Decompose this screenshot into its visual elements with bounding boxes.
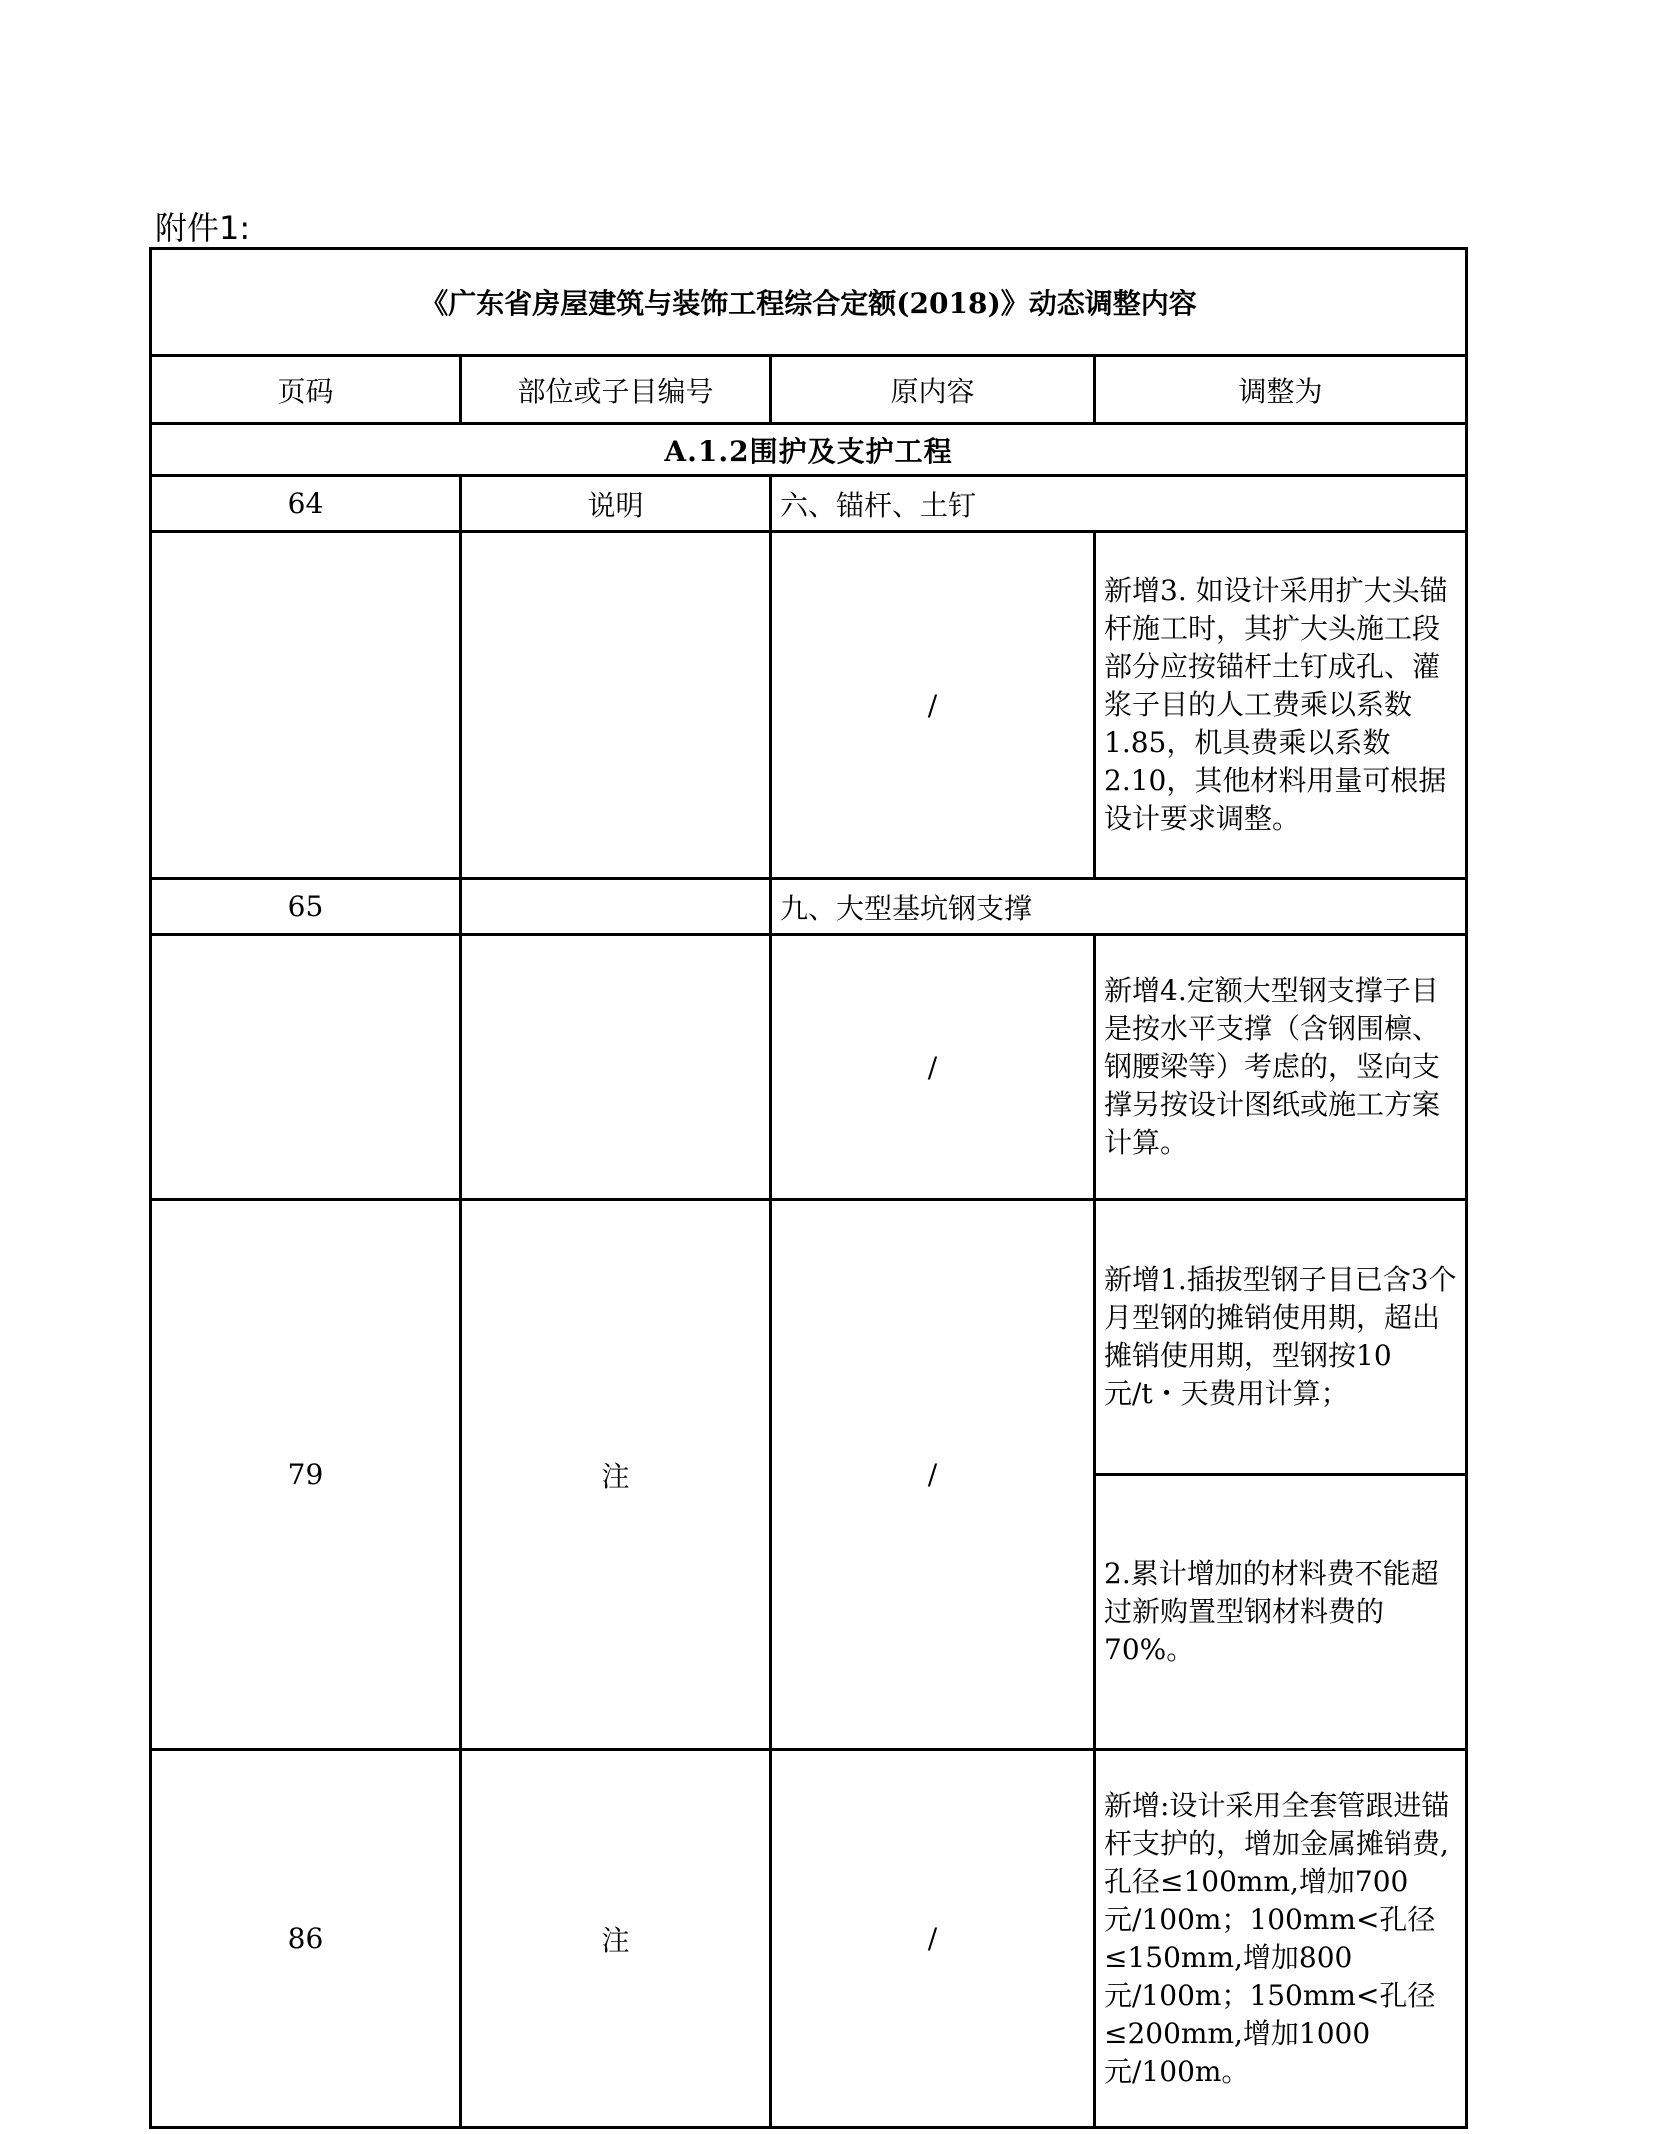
original-cell: / [771,532,1095,879]
section-heading: A.1.2围护及支护工程 [151,424,1467,476]
header-item: 部位或子目编号 [461,356,771,424]
adjusted-cell: 新增3. 如设计采用扩大头锚杆施工时，其扩大头施工段部分应按锚杆土钉成孔、灌浆子目的人工费乘以系数1.85，机具费乘以系数2.10，其他材料用量可根据设计要求调整。 [1095,532,1467,879]
adjustment-table [149,247,1468,2129]
header-row [151,356,1467,424]
page-cell: 86 [151,1750,461,2128]
header-adjusted: 调整为 [1095,356,1467,424]
page-cell: 65 [151,879,461,935]
original-cell: / [771,1200,1095,1750]
adjusted-cell: 新增4.定额大型钢支撑子目是按水平支撑（含钢围檩、钢腰梁等）考虑的，竖向支撑另按设计图纸或施工方案计算。 [1095,935,1467,1200]
original-cell: 六、锚杆、土钉 [771,476,1467,532]
item-cell [461,532,771,879]
header-original: 原内容 [771,356,1095,424]
original-cell: / [771,1750,1095,2128]
item-cell: 说明 [461,476,771,532]
page-cell: 64 [151,476,461,532]
adjusted-cell: 新增:设计采用全套管跟进锚杆支护的，增加金属摊销费,孔径≤100mm,增加700元/100m；100mm<孔径≤150mm,增加800元/100m；150mm<孔径≤200mm,增加1000元/100m。 [1095,1750,1467,2128]
table-row [151,1750,1467,2128]
attachment-label: 附件1: [155,209,251,247]
item-cell: 注 [461,1200,771,1750]
table-row [151,879,1467,935]
page-cell [151,532,461,879]
table-row [151,532,1467,879]
item-cell [461,879,771,935]
table-title: 《广东省房屋建筑与装饰工程综合定额(2018)》动态调整内容 [151,249,1467,356]
original-cell: / [771,935,1095,1200]
adjusted-cell: 2.累计增加的材料费不能超过新购置型钢材料费的70%。 [1095,1475,1467,1750]
item-cell [461,935,771,1200]
page-cell: 79 [151,1200,461,1750]
item-cell: 注 [461,1750,771,2128]
header-page: 页码 [151,356,461,424]
page-cell [151,935,461,1200]
original-cell: 九、大型基坑钢支撑 [771,879,1467,935]
adjusted-cell: 新增1.插拔型钢子目已含3个月型钢的摊销使用期，超出摊销使用期，型钢按10元/t・天费用计算； [1095,1200,1467,1475]
table-row [151,476,1467,532]
table-row [151,935,1467,1200]
table-row [151,1200,1467,1475]
